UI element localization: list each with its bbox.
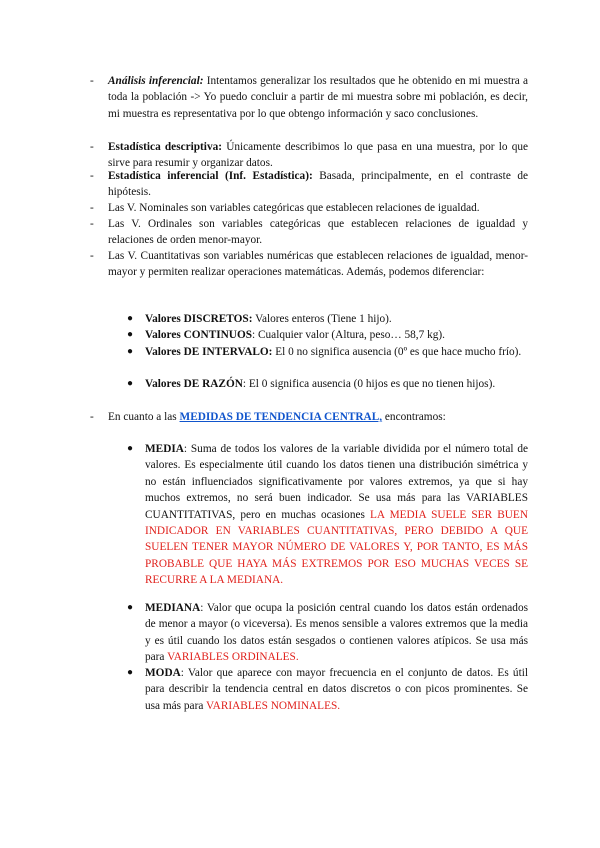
definition: Basada, principalmente, en el contraste de hipótesis.	[108, 170, 528, 199]
definition: El 0 no significa ausencia (0º es que hace mucho frío).	[272, 346, 522, 358]
bullet-item-discretos	[127, 311, 528, 327]
dash-marker: -	[90, 250, 94, 262]
bullet-marker: ●	[127, 667, 134, 678]
term: Valores DISCRETOS:	[145, 313, 253, 325]
highlight-text: VARIABLES ORDINALES.	[167, 651, 299, 664]
term: Análisis inferencial:	[108, 75, 204, 87]
paragraph	[145, 344, 528, 360]
list-item-v-ordinales	[90, 216, 528, 249]
bullet-marker: ●	[127, 346, 134, 357]
dash-marker: -	[90, 218, 94, 230]
bullet-item-media	[127, 441, 528, 589]
definition: : Cualquier valor (Altura, peso… 58,7 kg).	[252, 329, 445, 341]
paragraph	[108, 409, 528, 425]
bullet-item-mediana	[127, 600, 528, 666]
term: MEDIA	[145, 443, 184, 455]
paragraph	[108, 73, 528, 122]
dash-marker: -	[90, 411, 94, 423]
definition: Únicamente describimos lo que pasa en una muestra, por lo que sirve para resumir y organizar datos.	[108, 141, 529, 170]
list-item-v-cuantitativas	[90, 248, 528, 281]
definition: : El 0 significa ausencia (0 hijos es que no tienen hijos).	[242, 378, 496, 390]
paragraph: Las V. Ordinales son variables categóricas que establecen relaciones de igualdad y relaciones de orden menor-mayor.	[108, 218, 528, 247]
bullet-item-moda	[127, 665, 528, 714]
dash-marker: -	[90, 75, 94, 87]
term: Valores DE INTERVALO:	[145, 346, 273, 358]
paragraph	[145, 600, 528, 666]
paragraph	[108, 139, 528, 172]
list-item-analisis-inferencial	[90, 73, 528, 122]
term: MODA	[145, 667, 181, 679]
paragraph	[145, 376, 528, 392]
paragraph: Las V. Cuantitativas son variables numéricas que establecen relaciones de igualdad, menor-mayor y permiten realizar operaciones matemáticas. Además, podemos diferenciar:	[108, 250, 528, 279]
term: Estadística descriptiva:	[108, 141, 223, 153]
term: MEDIANA	[145, 602, 201, 614]
term: Valores DE RAZÓN	[145, 378, 243, 390]
list-item-estadistica-descriptiva	[90, 139, 528, 172]
bullet-marker: ●	[127, 378, 134, 389]
term: Valores CONTINUOS	[145, 329, 253, 341]
dash-marker: -	[90, 141, 94, 153]
intro-text: En cuanto a las	[108, 411, 180, 423]
medidas-tendencia-link[interactable]: MEDIDAS DE TENDENCIA CENTRAL,	[179, 411, 383, 423]
list-item-v-nominales	[90, 200, 528, 216]
paragraph	[145, 311, 528, 327]
paragraph: Las V. Nominales son variables categóricas que establecen relaciones de igualdad.	[108, 202, 480, 214]
definition: : Valor que aparece con mayor frecuencia en el conjunto de datos. Es útil para describir la tendencia central en datos discretos o con picos prominentes. Se usa más para	[145, 667, 528, 712]
term: Estadística inferencial (Inf. Estadística):	[108, 170, 313, 182]
paragraph	[145, 665, 528, 714]
highlight-text: VARIABLES NOMINALES.	[205, 699, 341, 712]
definition: Intentamos generalizar los resultados que he obtenido en mi muestra a toda la población -> Yo puedo concluir a partir de mi muestra sobre mi población, es decir, mi muestra es representativa por lo que obtengo información y saco conclusiones.	[108, 75, 528, 120]
bullet-item-continuos	[127, 327, 528, 343]
bullet-marker: ●	[127, 329, 134, 340]
intro-suffix: encontramos:	[382, 411, 446, 423]
paragraph	[145, 441, 528, 589]
bullet-marker: ●	[127, 602, 134, 613]
definition: Valores enteros (Tiene 1 hijo).	[252, 313, 392, 325]
definition: : Valor que ocupa la posición central cuando los datos están ordenados de menor a mayor (o viceversa). Es menos sensible a valores extremos que la media y es útil cuando los datos están sesgados o contienen valores atípicos. Se usa más para	[145, 602, 528, 664]
list-item-tendencia-central	[90, 409, 528, 425]
bullet-item-razon	[127, 376, 528, 392]
paragraph	[145, 327, 528, 343]
dash-marker: -	[90, 202, 94, 214]
definition: : Suma de todos los valores de la variable dividida por el número total de valores. Es especialmente útil cuando los datos tienen una distribución simétrica y no están influenciados significativamente por valores extremos, ya que si hay muchos extremos, no será buen indicador. Se usa más para las VARIABLES CUANTITATIVAS, pero en muchas ocasiones	[145, 443, 528, 521]
bullet-marker: ●	[127, 313, 134, 324]
list-item-estadistica-inferencial	[90, 168, 528, 201]
bullet-marker: ●	[127, 443, 134, 454]
bullet-item-intervalo	[127, 344, 528, 360]
highlight-text: LA MEDIA SUELE SER BUEN INDICADOR EN VARIABLES CUANTITATIVAS, PERO DEBIDO A QUE SUELEN TENER MAYOR NÚMERO DE VALORES Y, POR TANTO, ES MÁS PROBABLE QUE HAYA MÁS EXTREMOS POR ESO MUCHAS VECES SE RECURRE A LA MEDIANA.	[145, 508, 528, 587]
paragraph	[108, 168, 528, 201]
dash-marker: -	[90, 170, 94, 182]
